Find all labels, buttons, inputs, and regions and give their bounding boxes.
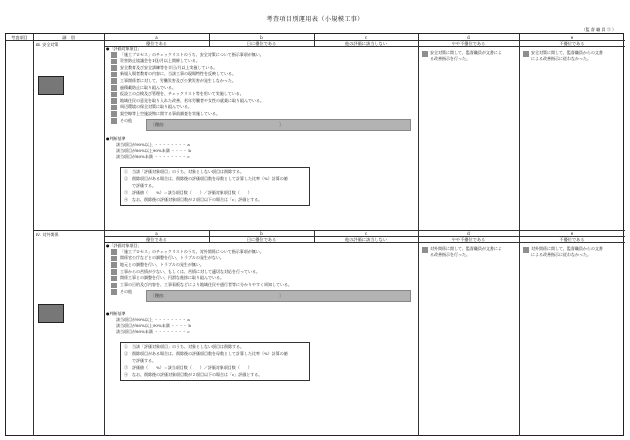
item-label: 工事の日的及び内容を、工事看板などにより地域住民や通行者等に分かりやすく周知している。	[120, 282, 292, 287]
target-heading: ●「評価対象項目」	[106, 46, 142, 51]
item-label: 関係官公庁などとの調整を行い、トラブルの発生がない。	[120, 255, 224, 261]
grade-desc-e: 不優位である	[559, 236, 585, 242]
item-label: 安全教育及び安全訓練等を半日/月以上実施している。	[120, 64, 218, 70]
grade-desc-e: 不優位である	[559, 40, 585, 46]
document-thumbnail-image	[38, 304, 64, 323]
note-line: ① 当該「評価対象項目」のうち、対象としない項目は削除する。	[124, 344, 244, 349]
criteria-line: 該当項目が80%未満 ・・・・・・・・ c	[116, 154, 190, 159]
note-line: ② 削除項目がある場合は、削除後の評価項目数を母数として計算した比率（%）計算の値	[124, 351, 288, 356]
item-label: 工事からの苦情が少ない、もしくは、苦情に対して適切な対応を行っている。	[120, 268, 260, 274]
grade-e-text: 対外関係に関して、監督職員からの文書	[531, 246, 603, 251]
item-label: 仮設工の点検及び管理を、チェックリスト等を用いて実施している。	[120, 91, 244, 97]
grade-e-checkbox[interactable]	[523, 247, 529, 253]
item-label: 「施工プロセス」のチェックリストのうち、安全対策について指示事項が無い。	[120, 51, 264, 57]
item-label: 地域住民の意見を取り入れた改善、若年労働者や女性の就業に取り組んでいる。	[120, 97, 264, 103]
criteria-heading: ●判断基準	[106, 136, 126, 141]
item-checkbox[interactable]	[111, 85, 117, 91]
grade-desc-a: 優位である	[146, 40, 167, 46]
other-reason-field[interactable]: ［理由： ］	[146, 119, 411, 131]
item-checkbox[interactable]	[111, 105, 117, 111]
note-line: ② 削除項目がある場合は、削除後の評価項目数を母数として計算した比率（%）計算の値	[124, 176, 288, 181]
item-checkbox[interactable]	[111, 249, 117, 255]
header-grade-d: d	[467, 34, 470, 40]
grade-desc-d: やや不優位である	[451, 40, 486, 46]
document-thumbnail-image	[38, 76, 64, 95]
note-line: ③ 評価値（ %）＝該当項目数（ ）／評価対象項目数（ ）	[124, 190, 252, 195]
subitem-label: Ⅲ. 安全対策	[36, 42, 59, 47]
subitem-label: Ⅳ. 対外関係	[36, 232, 59, 237]
criteria-line: 該当項目が80%以上90%未満 ・・・・ b	[116, 323, 191, 328]
item-checkbox[interactable]	[111, 283, 117, 289]
grade-d-checkbox[interactable]	[422, 247, 428, 253]
note-line: で評価する。	[124, 183, 156, 188]
header-grade-e: e	[570, 34, 574, 40]
grade-e-text: による改善指示に従わなかった。	[531, 252, 591, 257]
grade-d-text: 対外関係に関して、監督職員が文書によ	[430, 246, 502, 251]
item-checkbox[interactable]	[111, 276, 117, 282]
note-line: ③ 評価値（ %）＝該当項目数（ ）／評価対象項目数（ ）	[124, 365, 252, 370]
header-grade-a: a	[155, 34, 158, 40]
grade-desc-a: 優位である	[146, 236, 167, 242]
item-checkbox[interactable]	[111, 92, 117, 98]
criteria-line: 該当項目が90%以上 ・・・・・・・・ a	[116, 142, 190, 147]
note-line: ④ なお、削除後の評価対象項目数が２項目以下の場合は「c」評価とする。	[124, 372, 263, 377]
item-label: 過積載防止に取り組んでいる。	[120, 84, 176, 90]
page-title: 考査項目別運用表（小規模工事）	[266, 16, 364, 23]
criteria-line: 該当項目が80%以上90%未満 ・・・・ b	[116, 148, 191, 153]
item-checkbox[interactable]	[111, 59, 117, 65]
grade-d-text: る改善指示を行った。	[430, 252, 470, 257]
header-grade-b: b	[260, 34, 263, 40]
item-label: 新規入場者教育の内容に、当該工事の現場特性を反映している。	[120, 71, 236, 77]
criteria-line: 該当項目が80%未満 ・・・・・・・・ c	[116, 329, 190, 334]
target-heading: ●「評価対象項目」	[106, 243, 142, 248]
evaluation-table	[5, 33, 624, 436]
item-checkbox[interactable]	[111, 98, 117, 104]
grade-e-text: による改善指示に従わなかった。	[531, 56, 591, 61]
notes-box	[120, 167, 310, 206]
item-label: 地元との調整を行い、トラブルの発生が無い。	[120, 261, 204, 267]
grade-d-checkbox[interactable]	[422, 51, 428, 57]
item-checkbox[interactable]	[111, 256, 117, 262]
header-grade-d: d	[467, 230, 470, 236]
criteria-line: 該当項目が90%以上 ・・・・・・・・ a	[116, 317, 190, 322]
item-label: 周辺環境の保全対策に取り組んでいる。	[120, 104, 192, 110]
grade-desc-b: 日に優位である	[246, 236, 277, 242]
item-label: 架空線等上空施設物に関する事前調査を実施している。	[120, 110, 220, 116]
grade-desc-c: 他の評価に該当しない	[345, 236, 387, 242]
item-label: 災害防止協議会を1回/月以上開催している。	[120, 58, 200, 64]
header-grade-a: a	[155, 230, 158, 236]
header-col-item: 考査項目	[11, 34, 28, 40]
other-reason-field[interactable]: ［理由： ］	[146, 290, 411, 302]
page-label: （監 督 職 員 ③ ）	[581, 27, 616, 32]
header-grade-c: c	[364, 34, 368, 40]
note-line: ④ なお、削除後の評価対象項目数が２項目以下の場合は「c」評価とする。	[124, 197, 263, 202]
item-label: 工事関係者に対して、労働災害及び公衆災害が発生しなかった。	[120, 77, 236, 83]
item-checkbox[interactable]	[111, 269, 117, 275]
notes-box	[120, 342, 310, 381]
item-label: その他	[120, 117, 132, 123]
header-grade-b: b	[260, 230, 263, 236]
grade-d-text: 安全対策に関して、監督職員が文書によ	[430, 50, 502, 55]
item-checkbox[interactable]	[111, 65, 117, 71]
item-label: 「施工プロセス」のチェックリストのうち、対外関係について指示事項が無い。	[120, 248, 264, 254]
item-label: 関係工事との調整を行い、円滑な進捗に取り組んでいる。	[120, 275, 224, 281]
item-label: その他	[120, 288, 132, 294]
criteria-heading: ●判断基準	[106, 311, 126, 316]
grade-e-checkbox[interactable]	[523, 51, 529, 57]
header-grade-e: e	[570, 230, 574, 236]
grade-d-text: る改善指示を行った。	[430, 56, 470, 61]
item-checkbox[interactable]	[111, 262, 117, 268]
item-checkbox[interactable]	[111, 72, 117, 78]
grade-desc-b: 日に優位である	[246, 40, 277, 46]
item-checkbox[interactable]	[111, 78, 117, 84]
item-checkbox[interactable]	[111, 118, 117, 124]
note-line: で評価する。	[124, 358, 156, 363]
note-line: ① 当該「評価対象項目」のうち、対象としない項目は削除する。	[124, 169, 244, 174]
item-checkbox[interactable]	[111, 52, 117, 58]
grade-desc-d: やや不優位である	[451, 236, 486, 242]
header-grade-c: c	[364, 230, 368, 236]
item-checkbox[interactable]	[111, 111, 117, 117]
item-checkbox[interactable]	[111, 289, 117, 295]
header-col-subitem: 細 別	[62, 34, 75, 40]
grade-desc-c: 他の評価に該当しない	[345, 40, 387, 46]
grade-e-text: 安全対策に関して、監督職員からの文書	[531, 50, 603, 55]
